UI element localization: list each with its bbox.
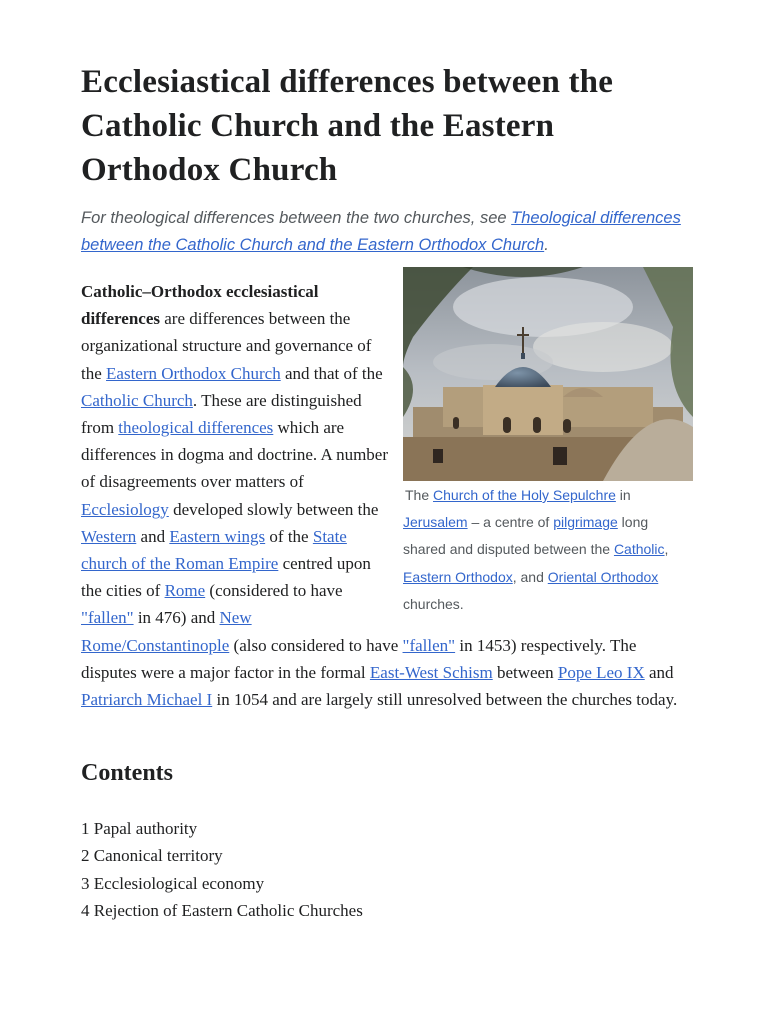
link-catholic-church[interactable]: Catholic Church: [81, 390, 193, 410]
intro-text: (considered to have: [205, 581, 343, 601]
intro-text: between: [492, 662, 558, 682]
intro-text: and: [644, 662, 674, 682]
link-eastern-wings[interactable]: Eastern wings: [169, 526, 266, 546]
page-title: Ecclesiastical differences between the Catholic Church and the Eastern Orthodox Church: [81, 64, 614, 188]
link-state-church[interactable]: State church of the Roman Empire: [81, 526, 347, 574]
intro-text: developed slowly between the: [168, 499, 379, 519]
toc-item-papal-authority[interactable]: 1 Papal authority: [81, 819, 198, 838]
link-ecclesiology[interactable]: Ecclesiology: [81, 499, 169, 519]
link-theological-differences[interactable]: theological differences: [118, 418, 274, 438]
hatnote: [81, 205, 691, 259]
link-eastern-orthodox-church[interactable]: Eastern Orthodox Church: [106, 363, 281, 383]
link-western[interactable]: Western: [81, 526, 137, 546]
link-constantinople[interactable]: New Rome/Constantinople: [81, 608, 252, 655]
link-pope-leo-ix[interactable]: Pope Leo IX: [557, 662, 645, 682]
link-east-west-schism[interactable]: East-West Schism: [369, 662, 493, 682]
link-fallen-476[interactable]: "fallen": [81, 608, 134, 628]
caption-text: The: [405, 487, 434, 503]
caption-text: – a centre of: [467, 514, 554, 531]
caption-text: churches.: [403, 595, 464, 612]
intro-text: in 1054 and are largely still unresolved between the churches today.: [212, 690, 678, 710]
caption-text: long shared and disputed between the: [403, 514, 649, 558]
intro-text: in 476) and: [133, 608, 220, 628]
caption-text: ,: [664, 541, 669, 558]
article-header: [81, 60, 691, 192]
toc-item-eastern-catholic-churches[interactable]: 4 Rejection of Eastern Catholic Churches: [81, 900, 363, 920]
toc-item-ecclesiological-economy[interactable]: 3 Ecclesiological economy: [81, 873, 265, 893]
intro-text: which are differences in dogma and doctrine. A number of disagreements over matters of: [81, 418, 389, 492]
intro-text: in 1453) respectively. The disputes were a major factor in the formal: [81, 635, 637, 682]
table-of-contents: [81, 815, 363, 924]
intro-bold-term: Catholic–Orthodox ecclesiastical differences: [81, 282, 319, 329]
link-patriarch-michael-i[interactable]: Patriarch Michael I: [81, 690, 213, 710]
church-photo[interactable]: [403, 267, 693, 481]
hatnote-link[interactable]: Theological differences between the Catholic Church and the Eastern Orthodox Church: [81, 209, 681, 254]
infobox-figure: [403, 267, 693, 617]
intro-text: (also considered to have: [229, 635, 403, 655]
figure-caption: [403, 487, 668, 612]
caption-link-holy-sepulchre[interactable]: Church of the Holy Sepulchre: [433, 487, 616, 503]
intro-paragraph: [81, 278, 693, 713]
caption-text: in: [615, 487, 631, 503]
caption-link-catholic[interactable]: Catholic: [613, 541, 665, 558]
link-rome[interactable]: Rome: [164, 581, 206, 601]
intro-text: and: [136, 526, 170, 546]
hatnote-suffix: .: [544, 236, 549, 254]
intro-text: of the: [265, 526, 313, 546]
toc-item-canonical-territory[interactable]: 2 Canonical territory: [81, 846, 223, 866]
caption-text: , and: [512, 568, 548, 585]
caption-link-eastern-orthodox[interactable]: Eastern Orthodox: [403, 568, 513, 585]
caption-link-oriental-orthodox[interactable]: Oriental Orthodox: [547, 568, 659, 585]
intro-text: are differences between the organizational structure and governance of the: [81, 309, 372, 383]
contents-heading: Contents: [81, 760, 174, 786]
link-fallen-1453[interactable]: "fallen": [402, 635, 456, 655]
intro-text: . These are distinguished from: [81, 390, 362, 438]
intro-text: centred upon the cities of: [81, 554, 371, 601]
caption-link-jerusalem[interactable]: Jerusalem: [403, 514, 468, 531]
hatnote-prefix: For theological differences between the two churches, see: [81, 209, 512, 227]
intro-text: and that of the: [280, 363, 383, 383]
caption-link-pilgrimage[interactable]: pilgrimage: [553, 514, 618, 531]
